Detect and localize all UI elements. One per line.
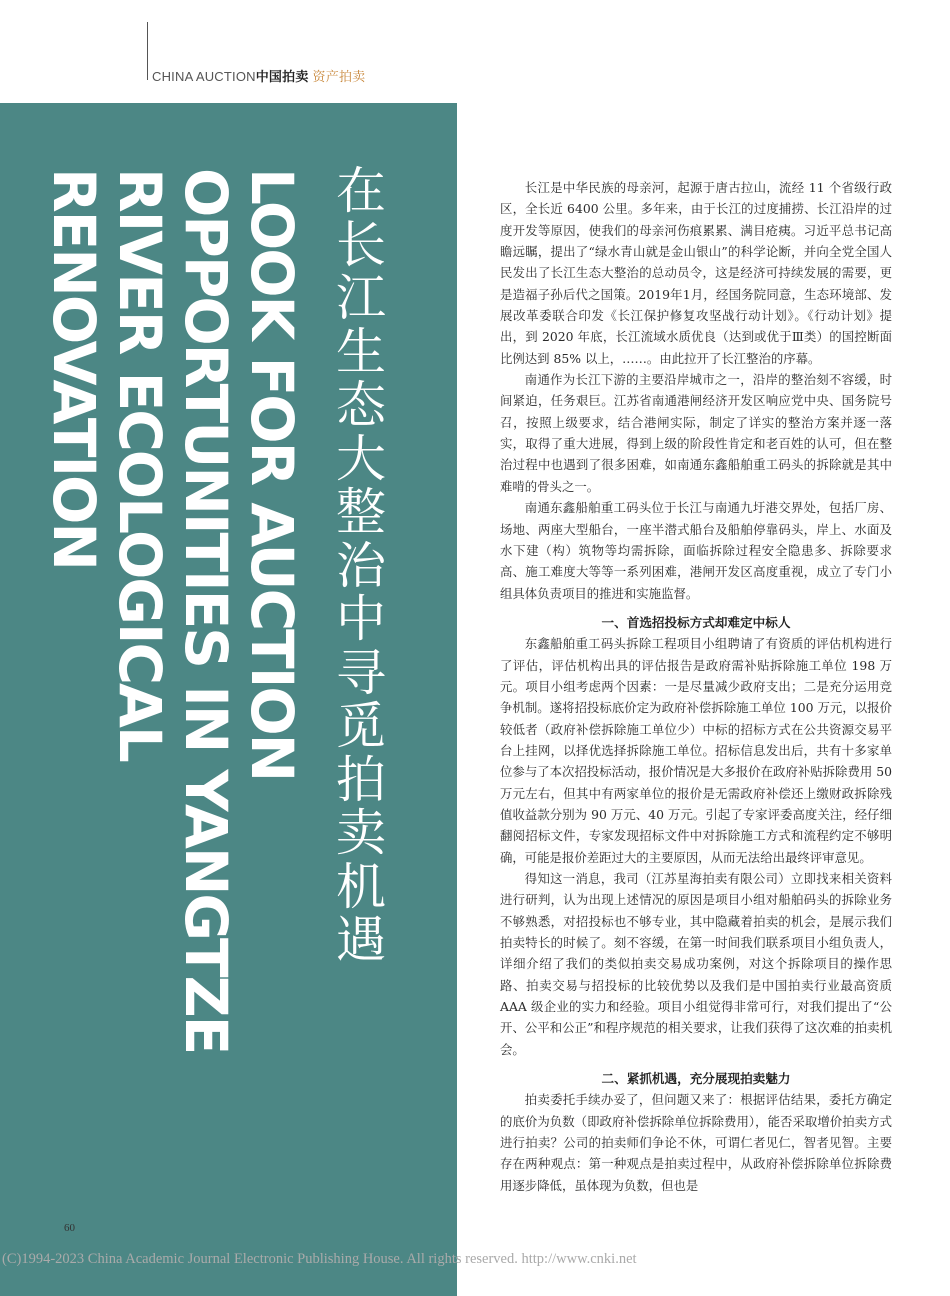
- english-title-line-2: OPPORTUNITIES IN YANGTZE: [172, 168, 240, 1054]
- paragraph: 南通东鑫船舶重工码头位于长江与南通九圩港交界处，包括厂房、场地、两座大型船台，一座半潜式船台及船舶停靠码头，岸上、水面及水下建（构）筑物等均需拆除，面临拆除过程安全隐患多、拆除要求高、施工难度大等等一系列困难，港闸开发区高度重视，成立了专门小组具体负责项目的推进和实施监督。: [500, 500, 892, 601]
- header-magazine-zh: 中国拍卖: [255, 69, 309, 84]
- running-header: [152, 66, 365, 85]
- section-heading-2: 二、紧抓机遇，充分展现拍卖魅力: [601, 1071, 791, 1087]
- english-title: [41, 168, 305, 1053]
- paragraph: 长江是中华民族的母亲河，起源于唐古拉山，流经 11 个省级行政区，全长近 6400 公里。多年来，由于长江的过度捕捞、长江沿岸的过度开发等原因，使我们的母亲河伤痕累累、满目疮痍。习近平总书记高瞻远瞩，提出了“绿水青山就是金山银山”的科学论断，并向全党全国人民发出了长江生态大整治的总动员令，这是经济可持续发展的需要，更是造福子孙后代之国策。2019年1月，经国务院同意，生态环境部、发展改革委联合印发《长江保护修复攻坚战行动计划》。《行动计划》提出，到 2020 年底，长江流域水质优良（达到或优于Ⅲ类）的国控断面比例达到 85% 以上，……。由此拉开了长江整治的序幕。: [500, 180, 892, 366]
- header-rule: [147, 22, 148, 80]
- chinese-title: 在长江生态大整治中寻觅拍卖机遇: [336, 162, 386, 969]
- paragraph: 东鑫船舶重工码头拆除工程项目小组聘请了有资质的评估机构进行了评估，评估机构出具的评估报告是政府需补贴拆除施工单位 198 万元。项目小组考虑两个因素：一是尽量减少政府支出；二是充分运用竞争机制。遂将招投标底价定为政府补偿拆除施工单位 100 万元，以报价较低者（政府补偿拆除施工单位少）中标的招标方式在公共资源交易平台上挂网，以择优选择拆除施工单位。招标信息发出后，共有十多家单位参与了本次招投标活动，报价情况是大多报价在政府补贴拆除费用 50 万元左右，但其中有两家单位的报价是无需政府补偿还上缴财政拆除残值收益款分别为 90 万元、40 万元。引起了专家评委高度关注，经仔细翻阅招标文件，专家发现招标文件中对拆除施工方式和流程约定不够明确，可能是报价差距过大的主要原因，从而无法给出最终评审意见。: [500, 636, 892, 865]
- article-body: [500, 177, 892, 1196]
- paragraph: 得知这一消息，我司（江苏星海拍卖有限公司）立即找来相关资料进行研判，认为出现上述情况的原因是项目小组对船舶码头的拆除业务不够熟悉，对招投标也不够专业，其中隐藏着拍卖的机会，是展示我们拍卖特长的时候了。刻不容缓，在第一时间我们联系项目小组负责人，详细介绍了我们的类似拍卖交易成功案例，对这个拆除项目的操作思路、拍卖交易与招投标的比较优势以及我们是中国拍卖行业最高资质 AAA 级企业的实力和经验。项目小组觉得非常可行，对我们提出了“公开、公平和公正”和程序规范的相关要求，让我们获得了这次难的拍卖机会。: [500, 871, 892, 1057]
- section-heading-1: 一、首选招投标方式却难定中标人: [601, 614, 791, 630]
- copyright-notice: (C)1994-2023 China Academic Journal Electronic Publishing House. All rights reserved. http://www.cnki.net: [2, 1251, 637, 1267]
- header-magazine-en: CHINA AUCTION: [152, 69, 256, 84]
- english-title-line-3: RIVER ECOLOGICAL: [106, 168, 174, 761]
- paragraph: 南通作为长江下游的主要沿岸城市之一，沿岸的整治刻不容缓，时间紧迫，任务艰巨。江苏省南通港闸经济开发区响应党中央、国务院号召，按照上级要求，结合港闸实际，制定了详实的整治方案并逐一落实，取得了重大进展，得到上级的阶段性肯定和老百姓的认可，但在整治过程中也遇到了很多困难，如南通东鑫船舶重工码头的拆除就是其中难啃的骨头之一。: [500, 372, 892, 494]
- english-title-line-1: LOOK FOR AUCTION: [238, 168, 306, 781]
- paragraph: 拍卖委托手续办妥了，但问题又来了：根据评估结果，委托方确定的底价为负数（即政府补偿拆除单位拆除费用），能否采取增价拍卖方式进行拍卖？公司的拍卖师们争论不休，可谓仁者见仁，智者见智。主要存在两种观点：第一种观点是拍卖过程中，从政府补偿拆除单位拆除费用逐步降低，虽体现为负数，但也是: [500, 1092, 892, 1193]
- page-number: 60: [64, 1222, 75, 1234]
- english-title-line-4: RENOVATION: [40, 168, 108, 569]
- header-section: 资产拍卖: [312, 69, 366, 84]
